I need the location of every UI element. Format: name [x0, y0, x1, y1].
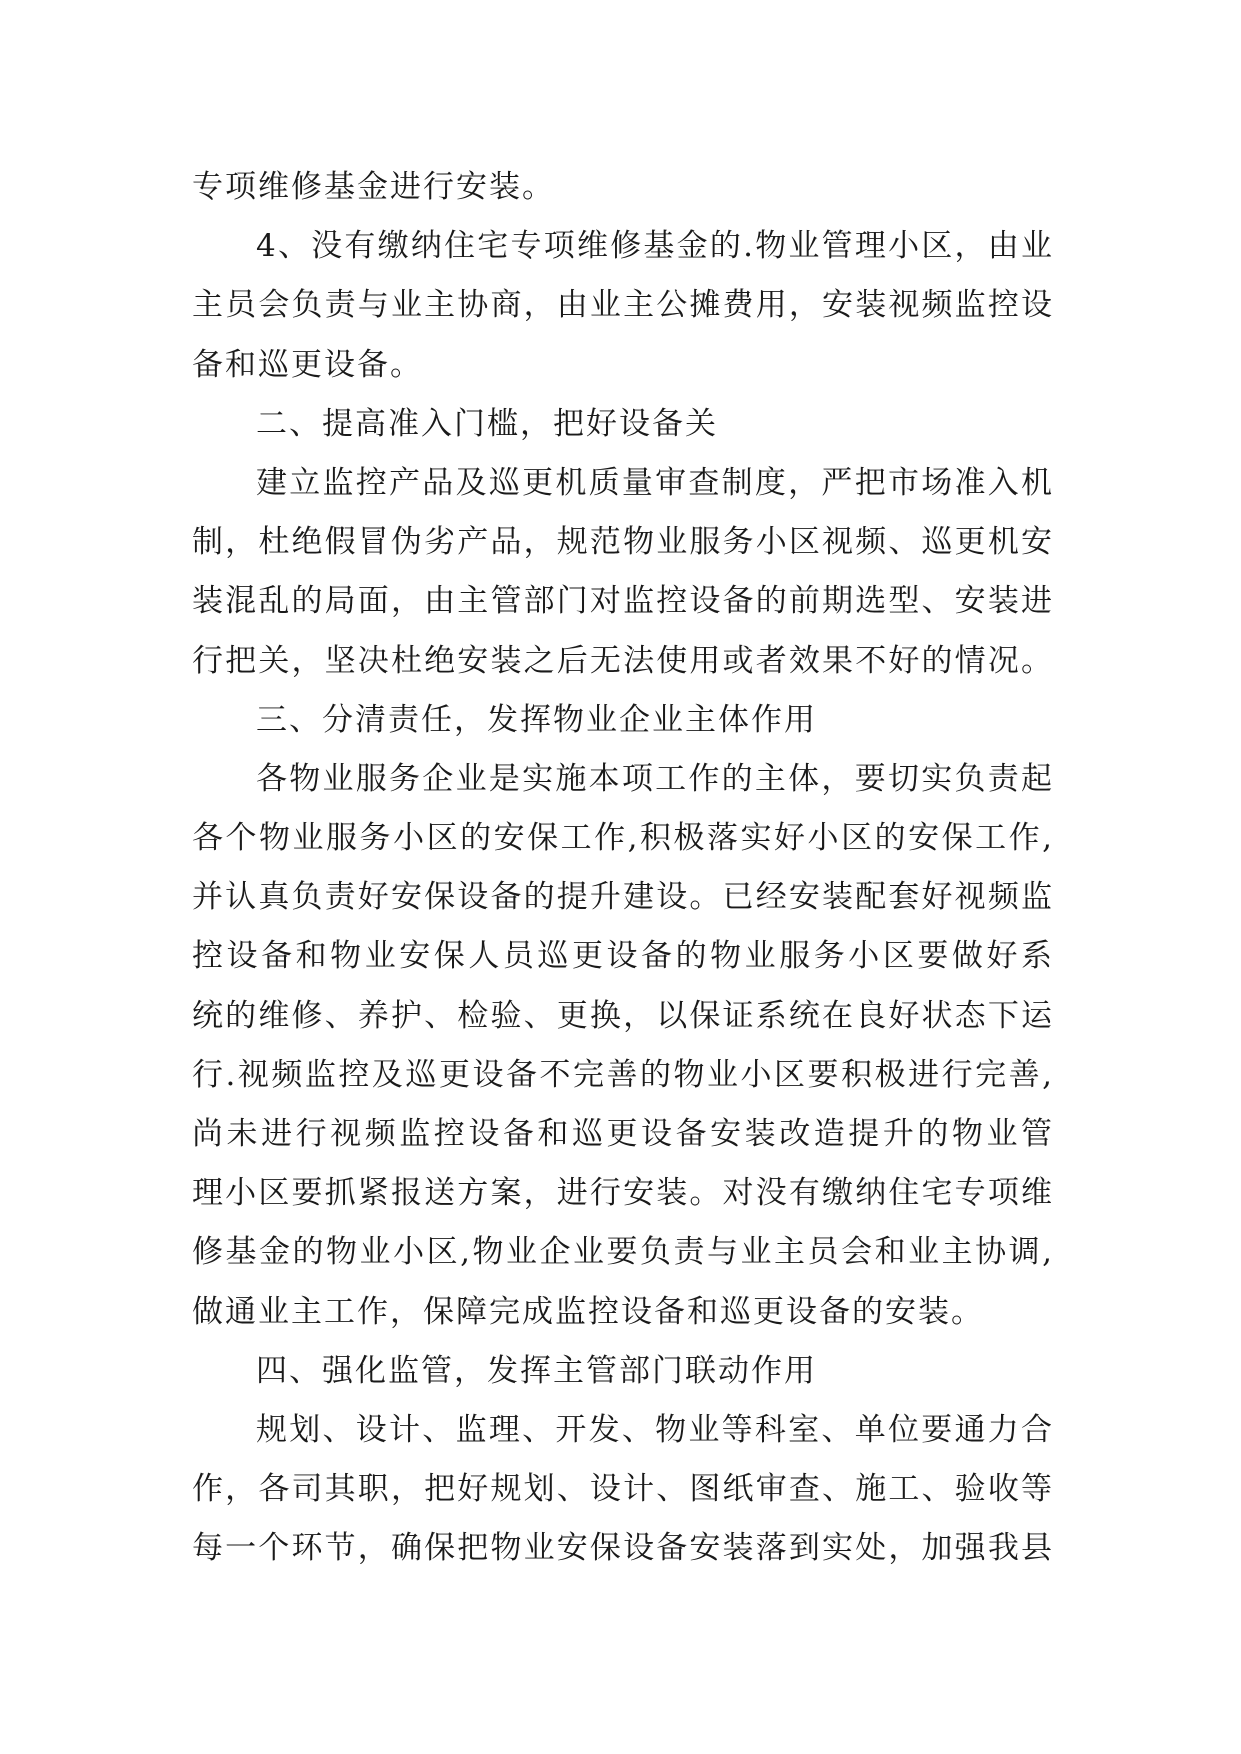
paragraph-line: 统的维修、养护、检验、更换，以保证系统在良好状态下运: [192, 997, 1054, 1034]
paragraph-line: 尚未进行视频监控设备和巡更设备安装改造提升的物业管: [192, 1116, 1054, 1152]
paragraph-line: 行把关，坚决杜绝安装之后无法使用或者效果不好的情况。: [192, 642, 1054, 679]
paragraph-line: 各个物业服务小区的安保工作,积极落实好小区的安保工作,: [192, 820, 1054, 857]
paragraph-line: 作，各司其职，把好规划、设计、图纸审查、施工、验收等: [192, 1471, 1054, 1508]
paragraph-line: 并认真负责好安保设备的提升建设。已经安装配套好视频监: [192, 879, 1054, 916]
paragraph-line: 装混乱的局面，由主管部门对监控设备的前期选型、安装进: [192, 583, 1054, 620]
section-heading: 二、提高准入门槛，把好设备关: [256, 405, 718, 442]
section-heading: 四、强化监管，发挥主管部门联动作用: [256, 1352, 817, 1389]
paragraph-line: 理小区要抓紧报送方案，进行安装。对没有缴纳住宅专项维: [192, 1175, 1054, 1212]
paragraph-line: 制，杜绝假冒伪劣产品，规范物业服务小区视频、巡更机安: [192, 524, 1054, 561]
document-body: [192, 158, 1054, 1579]
paragraph-line: 做通业主工作，保障完成监控设备和巡更设备的安装。: [192, 1293, 984, 1330]
paragraph-line: 规划、设计、监理、开发、物业等科室、单位要通力合: [256, 1411, 1054, 1448]
section-heading: 三、分清责任，发挥物业企业主体作用: [256, 701, 817, 738]
paragraph-line: 各物业服务企业是实施本项工作的主体，要切实负责起: [256, 760, 1054, 797]
paragraph-line: 行.视频监控及巡更设备不完善的物业小区要积极进行完善,: [192, 1056, 1054, 1093]
paragraph-line: 建立监控产品及巡更机质量审查制度，严把市场准入机: [256, 464, 1054, 501]
paragraph-line: 修基金的物业小区,物业企业要负责与业主员会和业主协调,: [192, 1234, 1054, 1271]
paragraph-line: 4、没有缴纳住宅专项维修基金的.物业管理小区，由业: [256, 228, 1054, 265]
paragraph-line: 专项维修基金进行安装。: [192, 169, 555, 205]
paragraph-line: 备和巡更设备。: [192, 346, 423, 383]
paragraph-line: 控设备和物业安保人员巡更设备的物业服务小区要做好系: [192, 938, 1054, 975]
paragraph-line: 每一个环节，确保把物业安保设备安装落到实处，加强我县: [192, 1530, 1054, 1567]
paragraph-line: 主员会负责与业主协商，由业主公摊费用，安装视频监控设: [192, 287, 1054, 324]
